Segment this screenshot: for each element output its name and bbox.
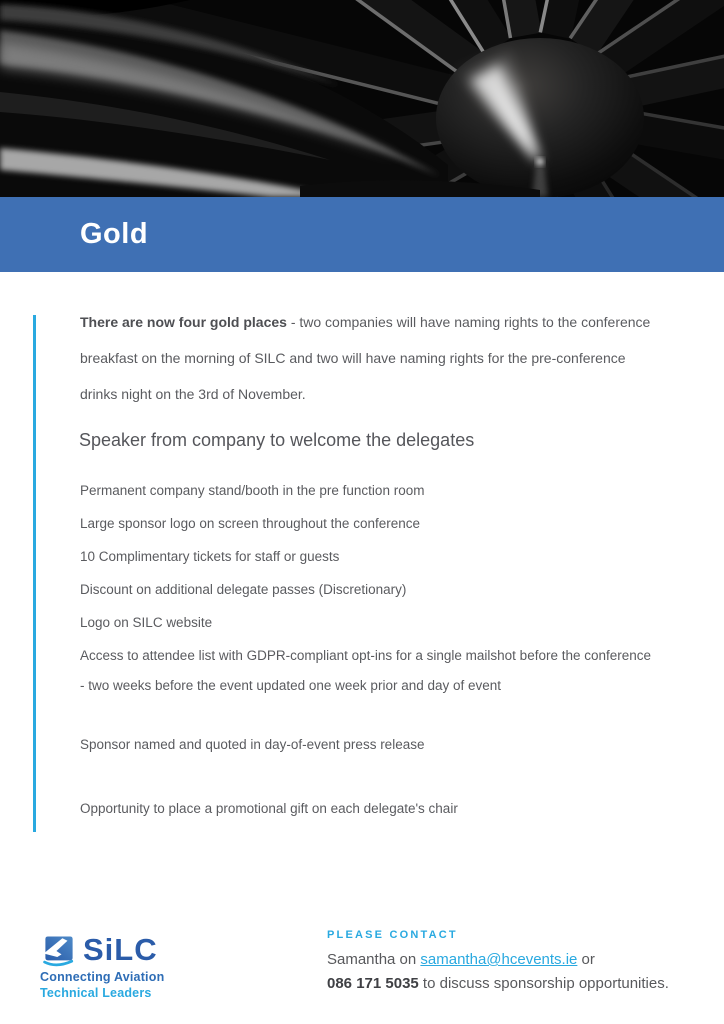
section-heading: Speaker from company to welcome the delegates <box>79 430 475 450</box>
benefit-item: Discount on additional delegate passes (Discretionary) <box>80 582 407 597</box>
contact-label: PLEASE CONTACT <box>327 929 458 941</box>
logo-tagline-line2: Technical Leaders <box>40 986 152 1000</box>
phone-number: 086 171 5035 <box>327 975 419 992</box>
benefit-item: Permanent company stand/booth in the pre function room <box>80 483 425 498</box>
contact-line1-suffix: or <box>577 951 595 968</box>
benefit-item: Logo on SILC website <box>80 615 213 630</box>
benefit-item: Large sponsor logo on screen throughout the conference <box>80 516 420 531</box>
silc-wordmark: SiLC <box>83 932 158 967</box>
contact-block <box>327 929 697 996</box>
benefit-item: Sponsor named and quoted in day-of-event press release <box>80 737 425 752</box>
benefit-item: 10 Complimentary tickets for staff or guests <box>80 549 340 564</box>
accent-rule <box>33 315 36 832</box>
contact-line1-prefix: Samantha on <box>327 951 421 968</box>
contact-line2-suffix: to discuss sponsorship opportunities. <box>418 975 669 992</box>
silc-logo <box>40 934 260 1000</box>
logo-tagline-line1: Connecting Aviation <box>40 970 165 984</box>
jet-engine-photo <box>0 0 724 197</box>
contact-line-2 <box>327 972 697 996</box>
intro-rest: - two companies will have naming rights to the conference breakfast on the morning of SILC and two will have naming rights for the pre-conference drinks night on the 3rd of November. <box>80 314 651 402</box>
jet-engine-illustration <box>0 0 724 197</box>
benefit-item: Opportunity to place a promotional gift on each delegate's chair <box>80 801 458 816</box>
intro-paragraph <box>80 304 655 412</box>
page-title: Gold <box>80 218 149 250</box>
benefits-list <box>80 476 662 827</box>
contact-line-1 <box>327 948 697 972</box>
title-banner <box>0 197 724 272</box>
intro-lead: There are now four gold places <box>80 314 287 330</box>
silc-plane-logo-icon <box>40 934 78 968</box>
email-link[interactable]: samantha@hcevents.ie <box>420 951 578 968</box>
benefit-item: Access to attendee list with GDPR-compliant opt-ins for a single mailshot before the conference - two weeks before the event updated one week prior and day of event <box>80 648 652 693</box>
silc-logo-top <box>40 934 260 968</box>
